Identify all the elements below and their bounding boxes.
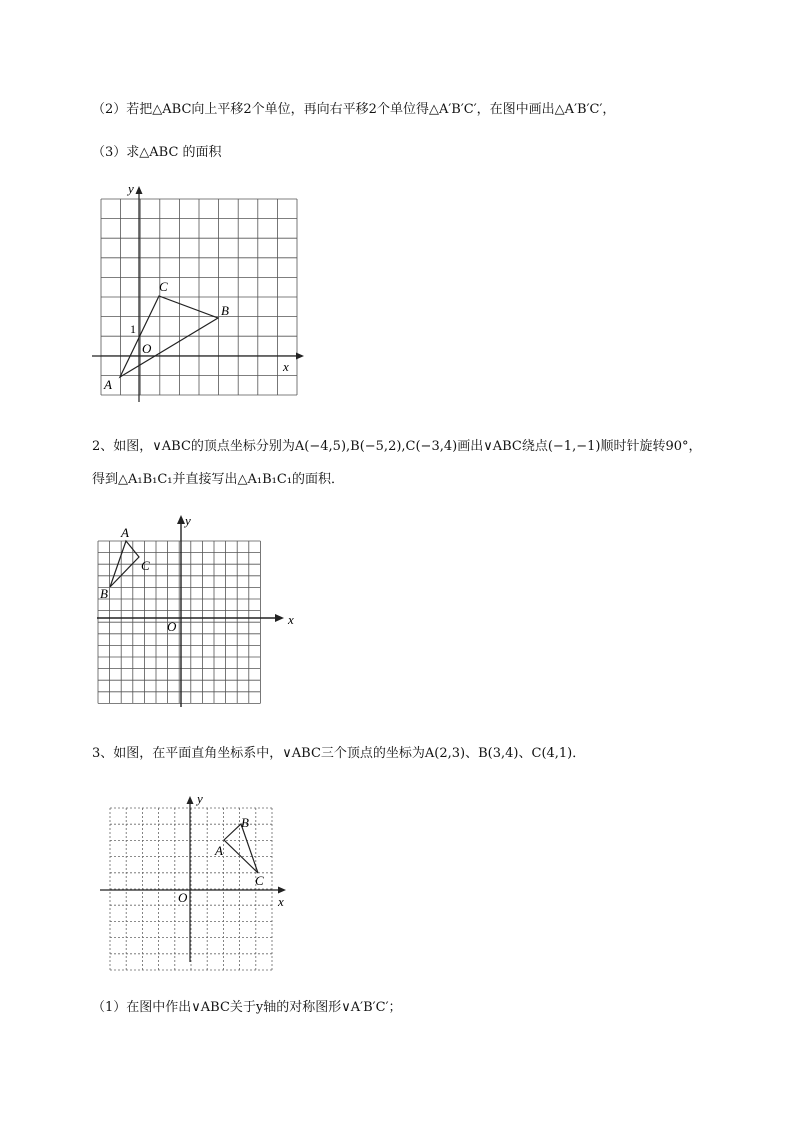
figure-3-label-o: O (178, 890, 188, 905)
figure-1-label-a: A (104, 377, 112, 392)
figure-3-label-a: A (215, 843, 223, 858)
question-3-text: （3）求△ABC 的面积 (92, 145, 222, 160)
figure-2-y-arrow (177, 515, 185, 524)
figure-2-label-c: C (141, 558, 150, 573)
figure-3-label-c: C (255, 873, 264, 888)
figure-1-x-arrow (296, 353, 304, 360)
problem-2-line-2: 得到△A₁B₁C₁并直接写出△A₁B₁C₁的面积． (92, 472, 345, 487)
figure-2-label-a: A (121, 525, 129, 540)
figure-1-coordinate-grid (92, 180, 312, 405)
figure-1-label-c: C (159, 279, 168, 294)
figure-1-label-y: y (128, 181, 134, 196)
figure-1-label-o: O (142, 341, 152, 356)
figure-3-triangle-abc (224, 824, 258, 873)
figure-3-grid (110, 808, 272, 970)
figure-2-x-arrow (275, 614, 284, 622)
figure-2-label-b: B (100, 586, 108, 601)
figure-2-label-x: x (288, 612, 294, 627)
figure-3-x-arrow (278, 887, 286, 894)
figure-3-label-b: B (241, 815, 249, 830)
figure-1-label-x: x (283, 359, 289, 374)
problem-3-line-1: 3、如图，在平面直角坐标系中，∨ABC三个顶点的坐标为A(2,3)、B(3,4)、C(4,1)． (92, 746, 586, 761)
figure-1-label-one: 1 (130, 322, 136, 336)
problem-2-line-1: 2、如图，∨ABC的顶点坐标分别为A(−4,5),B(−5,2),C(−3,4)画出∨ABC绕点(−1,−1)顺时针旋转90°， (92, 439, 702, 454)
question-2-text: （2）若把△ABC向上平移2个单位，再向右平移2个单位得△A′B′C′，在图中画出△A′B′C′， (92, 102, 616, 117)
figure-3-coordinate-grid (92, 790, 302, 970)
figure-3-label-x: x (278, 894, 284, 909)
figure-2-coordinate-grid (92, 510, 312, 715)
figure-2-grid (98, 541, 260, 703)
figure-1-label-b: B (221, 303, 229, 318)
figure-2-label-y: y (185, 513, 191, 528)
figure-2-label-o: O (167, 619, 177, 634)
figure-3-y-arrow (187, 796, 194, 804)
question-1-text: （1）在图中作出∨ABC关于y轴的对称图形∨A′B′C′； (92, 1000, 402, 1015)
figure-1-y-arrow (136, 186, 143, 194)
figure-1-grid (101, 199, 297, 395)
figure-3-label-y: y (197, 791, 203, 806)
